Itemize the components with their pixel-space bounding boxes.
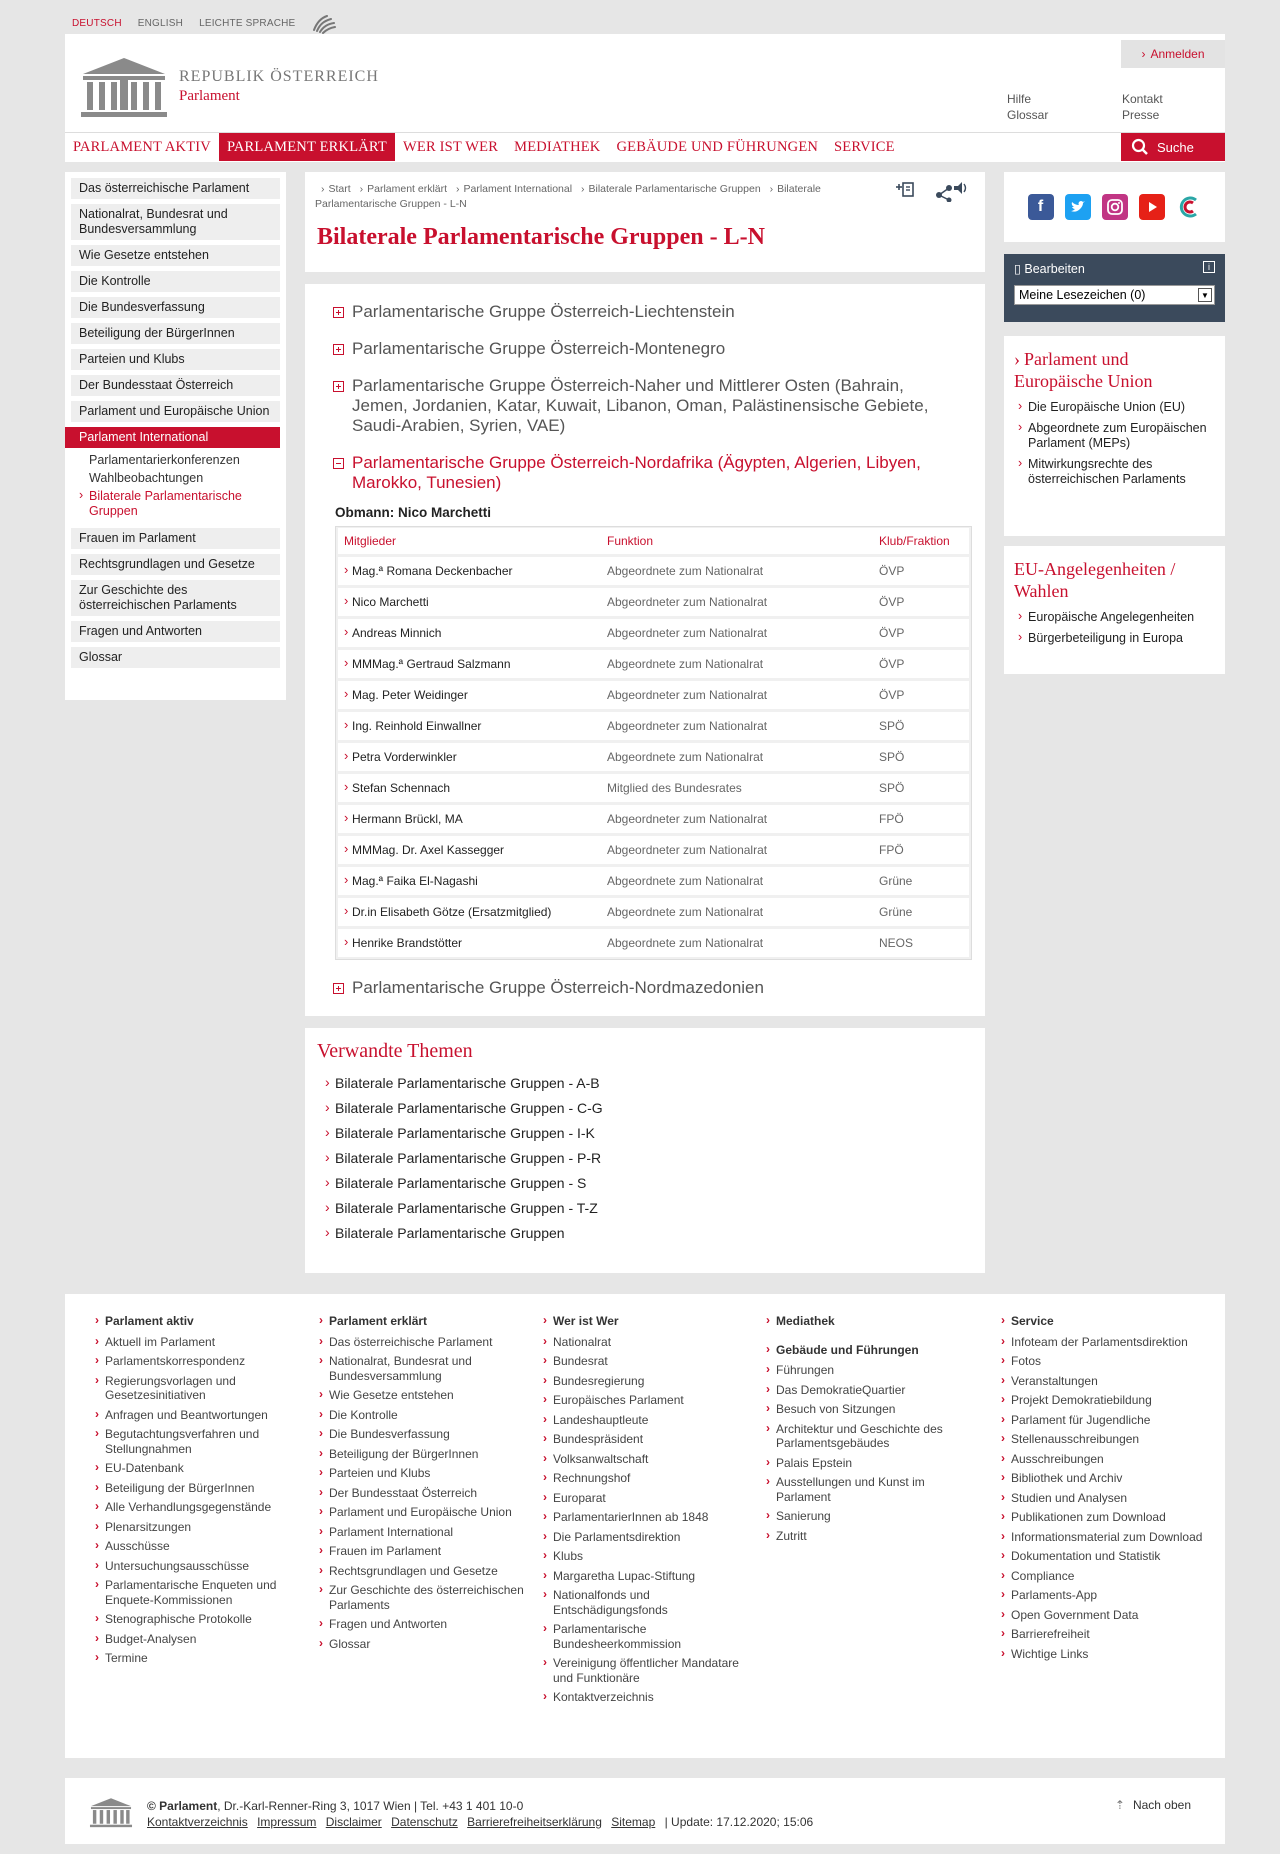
- member-name-link[interactable]: › Mag.ª Romana Deckenbacher: [338, 564, 607, 578]
- footer-sitemap-link[interactable]: › Bibliothek und Archiv: [999, 1471, 1209, 1486]
- footer-sitemap-link[interactable]: › Die Parlamentsdirektion: [541, 1530, 751, 1545]
- footer-sitemap-link[interactable]: › Open Government Data: [999, 1608, 1209, 1623]
- footer-sitemap-link[interactable]: › Parlamentskorrespondenz: [93, 1354, 303, 1369]
- sidebar-item[interactable]: Wie Gesetze entstehen: [71, 245, 280, 266]
- footer-sitemap-link[interactable]: › Vereinigung öffentlicher Mandatare und Funktionäre: [541, 1656, 751, 1685]
- back-to-top-link[interactable]: [1115, 1798, 1191, 1812]
- footer-sitemap-link[interactable]: › Infoteam der Parlamentsdirektion: [999, 1335, 1209, 1350]
- footer-col-service: [999, 1314, 1209, 1666]
- search-label: Suche: [1157, 139, 1194, 155]
- breadcrumb-item[interactable]: Bilaterale Parlamentarische Gruppen: [588, 183, 761, 195]
- sidebar-item[interactable]: Rechtsgrundlagen und Gesetze: [71, 554, 280, 575]
- member-club: ÖVP: [879, 657, 905, 671]
- footer-heading-link[interactable]: › Mediathek: [764, 1314, 974, 1329]
- footer-sitemap-link[interactable]: › Dokumentation und Statistik: [999, 1549, 1209, 1564]
- footer-col-mediathek: [764, 1314, 974, 1548]
- footer-sitemap-link[interactable]: › Führungen: [764, 1363, 974, 1378]
- footer-sitemap-link[interactable]: › Besuch von Sitzungen: [764, 1402, 974, 1417]
- footer-sitemap-link[interactable]: › Ausschreibungen: [999, 1452, 1209, 1467]
- footer-link[interactable]: Disclaimer: [325, 1815, 382, 1829]
- footer-link[interactable]: Impressum: [257, 1815, 317, 1829]
- footer-sitemap-link[interactable]: › Nationalrat: [541, 1335, 751, 1350]
- footer-sitemap-link[interactable]: › Aktuell im Parlament: [93, 1335, 303, 1350]
- edit-title: ▯ Bearbeiten: [1014, 262, 1085, 276]
- breadcrumb-item[interactable]: Parlament International: [463, 183, 573, 195]
- chevron-right-icon: ›: [1141, 47, 1146, 61]
- press-link[interactable]: Presse: [1122, 108, 1160, 122]
- nav-parlament-aktiv[interactable]: PARLAMENT AKTIV: [73, 138, 211, 155]
- footer-sitemap-link[interactable]: › Nationalrat, Bundesrat und Bundesversammlung: [317, 1354, 527, 1383]
- footer-sitemap-link[interactable]: › Wie Gesetze entstehen: [317, 1388, 527, 1403]
- member-club: SPÖ: [879, 719, 905, 733]
- sidebar-subitem[interactable]: Wahlbeobachtungen: [89, 471, 204, 485]
- accordion-item[interactable]: [333, 302, 963, 322]
- footer-heading-link[interactable]: › Parlament erklärt: [317, 1314, 527, 1329]
- title-card: [305, 172, 985, 272]
- footer-col-parlament-erklaert: [317, 1314, 527, 1656]
- sidebar-subnav: [71, 453, 280, 528]
- nav-service[interactable]: SERVICE: [834, 138, 895, 155]
- section-sidebar: [65, 172, 286, 700]
- member-function: Abgeordneter zum Nationalrat: [607, 843, 768, 857]
- footer-sitemap-link[interactable]: › Veranstaltungen: [999, 1374, 1209, 1389]
- search-icon: [1131, 138, 1149, 156]
- footer-heading-link[interactable]: › Gebäude und Führungen: [764, 1343, 974, 1358]
- member-name-link[interactable]: › MMMag. Dr. Axel Kassegger: [338, 843, 607, 857]
- footer-heading-link[interactable]: › Wer ist Wer: [541, 1314, 751, 1329]
- accordion-title: Parlamentarische Gruppe Österreich-Liechtenstein: [352, 302, 735, 321]
- column-header-club: Klub/Fraktion: [879, 534, 950, 548]
- table-row: [338, 681, 969, 709]
- footer-sitemap-link[interactable]: › Klubs: [541, 1549, 751, 1564]
- footer-sitemap-link[interactable]: › Nationalfonds und Entschädigungsfonds: [541, 1588, 751, 1617]
- login-label: Anmelden: [1150, 47, 1205, 61]
- footer-sitemap-link[interactable]: › ParlamentarierInnen ab 1848: [541, 1510, 751, 1525]
- related-link[interactable]: › Bilaterale Parlamentarische Gruppen - A-B: [317, 1075, 973, 1092]
- edit-panel: [1004, 254, 1225, 322]
- footer-heading-link[interactable]: › Service: [999, 1314, 1209, 1329]
- footer-sitemap-link[interactable]: › Begutachtungsverfahren und Stellungnahmen: [93, 1427, 303, 1456]
- footer-sitemap-link[interactable]: › Landeshauptleute: [541, 1413, 751, 1428]
- footer-sitemap-link[interactable]: › Anfragen und Beantwortungen: [93, 1408, 303, 1423]
- footer-sitemap-link[interactable]: › Parlaments-App: [999, 1588, 1209, 1603]
- related-link[interactable]: › Bilaterale Parlamentarische Gruppen - P-R: [317, 1150, 973, 1167]
- sidebar-item[interactable]: Zur Geschichte des österreichischen Parlaments: [71, 580, 280, 616]
- accordion-item[interactable]: [333, 339, 963, 359]
- member-function: Abgeordnete zum Nationalrat: [607, 657, 764, 671]
- footer-sitemap-link[interactable]: › Fragen und Antworten: [317, 1617, 527, 1632]
- footer-sitemap-link[interactable]: › Parlament International: [317, 1525, 527, 1540]
- member-club: SPÖ: [879, 750, 905, 764]
- related-link[interactable]: › Bilaterale Parlamentarische Gruppen - S: [317, 1175, 973, 1192]
- footer-sitemap-link[interactable]: › Untersuchungsausschüsse: [93, 1559, 303, 1574]
- footer-link[interactable]: Datenschutz: [391, 1815, 458, 1829]
- page-title: Bilaterale Parlamentarische Gruppen - L-N: [317, 224, 765, 250]
- footer-sitemap-link[interactable]: › Bundesrat: [541, 1354, 751, 1369]
- expand-plus-icon: [333, 344, 344, 355]
- member-function: Abgeordnete zum Nationalrat: [607, 750, 764, 764]
- member-name-link[interactable]: › Petra Vorderwinkler: [338, 750, 607, 764]
- bottom-bar: [65, 1778, 1225, 1844]
- member-club: FPÖ: [879, 812, 904, 826]
- footer-address: , Dr.-Karl-Renner-Ring 3, 1017 Wien | Tel. +43 1 401 10-0: [217, 1799, 524, 1813]
- logo-title: REPUBLIK ÖSTERREICH: [179, 67, 379, 85]
- footer-info: [147, 1798, 813, 1830]
- member-function: Abgeordneter zum Nationalrat: [607, 595, 768, 609]
- help-link[interactable]: Hilfe: [1007, 92, 1032, 106]
- arrow-up-icon: ⇡: [1114, 1798, 1125, 1812]
- meta-links-left: [1007, 91, 1048, 123]
- footer-sitemap-link[interactable]: › Parlament und Europäische Union: [317, 1505, 527, 1520]
- sidebar-item[interactable]: Fragen und Antworten: [71, 621, 280, 642]
- footer-sitemap-link[interactable]: › Budget-Analysen: [93, 1632, 303, 1647]
- footer-sitemap-link[interactable]: › Wichtige Links: [999, 1647, 1209, 1662]
- expand-plus-icon: [333, 381, 344, 392]
- member-club: ÖVP: [879, 564, 905, 578]
- lang-de-link[interactable]: DEUTSCH: [72, 17, 122, 29]
- footer-sitemap-link[interactable]: › Fotos: [999, 1354, 1209, 1369]
- member-club: SPÖ: [879, 781, 905, 795]
- member-function: Abgeordnete zum Nationalrat: [607, 936, 764, 950]
- table-row: [338, 743, 969, 771]
- share-read-aloud-icon[interactable]: [935, 180, 969, 202]
- member-function: Abgeordnete zum Nationalrat: [607, 905, 764, 919]
- youtube-icon[interactable]: [1139, 194, 1165, 220]
- info-icon[interactable]: i: [1203, 261, 1215, 273]
- footer-update: | Update: 17.12.2020; 15:06: [664, 1815, 814, 1829]
- member-function: Abgeordnete zum Nationalrat: [607, 564, 764, 578]
- footer-sitemap-link[interactable]: › Glossar: [317, 1637, 527, 1652]
- footer-sitemap-link[interactable]: › Alle Verhandlungsgegenstände: [93, 1500, 303, 1515]
- footer-sitemap-link[interactable]: › Die Bundesverfassung: [317, 1427, 527, 1442]
- members-table: [335, 526, 972, 960]
- nav-wer-ist-wer[interactable]: WER IST WER: [403, 138, 499, 155]
- footer-sitemap-link[interactable]: › Parlament für Jugendliche: [999, 1413, 1209, 1428]
- contact-link[interactable]: Kontakt: [1122, 92, 1163, 106]
- parliament-small-logo-icon: [89, 1796, 133, 1828]
- eu-affairs-link[interactable]: › Bürgerbeteiligung in Europa: [1014, 631, 1215, 646]
- footer-sitemap-link[interactable]: › Europäisches Parlament: [541, 1393, 751, 1408]
- member-function: Abgeordneter zum Nationalrat: [607, 688, 768, 702]
- accordion-item[interactable]: [333, 376, 963, 436]
- collapse-minus-icon: [333, 458, 344, 469]
- footer-link[interactable]: Kontaktverzeichnis: [147, 1815, 248, 1829]
- footer-sitemap-link[interactable]: › Informationsmaterial zum Download: [999, 1530, 1209, 1545]
- member-name-link[interactable]: › Nico Marchetti: [338, 595, 607, 609]
- instagram-icon[interactable]: [1102, 194, 1128, 220]
- sidebar-item[interactable]: Parlament und Europäische Union: [71, 401, 280, 422]
- footer-sitemap-link[interactable]: › Parlamentarische Bundesheerkommission: [541, 1622, 751, 1651]
- footer-sitemap-link[interactable]: › Compliance: [999, 1569, 1209, 1584]
- footer-sitemap-link[interactable]: › Ausschüsse: [93, 1539, 303, 1554]
- footer-sitemap-link[interactable]: › Architektur und Geschichte des Parlamentsgebäudes: [764, 1422, 974, 1451]
- related-topics: [305, 1028, 985, 1273]
- footer-sitemap-link[interactable]: › Stenographische Protokolle: [93, 1612, 303, 1627]
- accordion-title: Parlamentarische Gruppe Österreich-Nordmazedonien: [352, 978, 764, 997]
- table-row: [338, 898, 969, 926]
- footer-sitemap-link[interactable]: › Rechtsgrundlagen und Gesetze: [317, 1564, 527, 1579]
- related-link[interactable]: › Bilaterale Parlamentarische Gruppen - I-K: [317, 1125, 973, 1142]
- footer-sitemap-link[interactable]: › Margaretha Lupac-Stiftung: [541, 1569, 751, 1584]
- bookmarks-select[interactable]: [1014, 285, 1215, 305]
- footer-sitemap-link[interactable]: › Bundespräsident: [541, 1432, 751, 1447]
- sidebar-item[interactable]: Nationalrat, Bundesrat und Bundesversammlung: [71, 204, 280, 240]
- eu-box-link[interactable]: › Abgeordnete zum Europäischen Parlament (MEPs): [1014, 421, 1215, 451]
- logo-subtitle: Parlament: [179, 87, 240, 104]
- sidebar-item[interactable]: Das österreichische Parlament: [71, 178, 280, 199]
- accordion-title: Parlamentarische Gruppe Österreich-Montenegro: [352, 339, 726, 358]
- site-header: [65, 34, 1225, 162]
- member-name-link[interactable]: › MMMag.ª Gertraud Salzmann: [338, 657, 607, 671]
- eu-affairs-link[interactable]: › Europäische Angelegenheiten: [1014, 610, 1215, 625]
- footer-sitemap-link[interactable]: › Ausstellungen und Kunst im Parlament: [764, 1475, 974, 1504]
- nav-gebaeude[interactable]: GEBÄUDE UND FÜHRUNGEN: [616, 138, 819, 155]
- footer-link[interactable]: Barrierefreiheitserklärung: [467, 1815, 602, 1829]
- main-navigation: [65, 132, 1225, 161]
- twitter-icon[interactable]: [1065, 194, 1091, 220]
- member-club: ÖVP: [879, 688, 905, 702]
- related-link[interactable]: › Bilaterale Parlamentarische Gruppen - T-Z: [317, 1200, 973, 1217]
- search-button[interactable]: [1121, 133, 1225, 161]
- member-name-link[interactable]: › Dr.in Elisabeth Götze (Ersatzmitglied): [338, 905, 607, 919]
- accordion-title: Parlamentarische Gruppe Österreich-Nordafrika (Ägypten, Algerien, Libyen, Marokko, Tunesien): [352, 453, 921, 492]
- member-function: Abgeordnete zum Nationalrat: [607, 874, 764, 888]
- table-row: [338, 650, 969, 678]
- content-card: [305, 284, 985, 1016]
- bookmark-add-icon[interactable]: [895, 180, 917, 198]
- accordion-item[interactable]: [333, 978, 963, 998]
- table-row: [338, 774, 969, 802]
- eu-box-link[interactable]: › Die Europäische Union (EU): [1014, 400, 1215, 415]
- lang-en-link[interactable]: ENGLISH: [137, 17, 184, 29]
- footer-sitemap-link[interactable]: › Die Kontrolle: [317, 1408, 527, 1423]
- eu-affairs-box: [1004, 546, 1225, 674]
- sidebar-item[interactable]: Frauen im Parlament: [71, 528, 280, 549]
- parliament-logo[interactable]: [79, 54, 379, 118]
- back-to-top-label: Nach oben: [1132, 1798, 1191, 1812]
- sidebar-subitem[interactable]: Parlamentarierkonferenzen: [89, 453, 240, 467]
- footer-sitemap-link[interactable]: › Das österreichische Parlament: [317, 1335, 527, 1350]
- member-name-link[interactable]: › Andreas Minnich: [338, 626, 607, 640]
- member-club: Grüne: [879, 905, 913, 919]
- group-chair: Obmann: Nico Marchetti: [335, 505, 492, 520]
- parliament-building-icon: [79, 54, 169, 118]
- footer-sitemap-link[interactable]: › Palais Epstein: [764, 1456, 974, 1471]
- language-bar: [72, 12, 337, 34]
- footer-sitemap-link[interactable]: › Zur Geschichte des österreichischen Parlaments: [317, 1583, 527, 1612]
- footer-sitemap-link[interactable]: › Barrierefreiheit: [999, 1627, 1209, 1642]
- footer-sitemap-link[interactable]: › Frauen im Parlament: [317, 1544, 527, 1559]
- bookmarks-select-value: Meine Lesezeichen (0): [1019, 288, 1146, 302]
- sidebar-subitem-current[interactable]: › Bilaterale Parlamentarische Gruppen: [89, 489, 280, 519]
- table-row: [338, 557, 969, 585]
- sidebar-item[interactable]: Der Bundesstaat Österreich: [71, 375, 280, 396]
- related-link[interactable]: › Bilaterale Parlamentarische Gruppen: [317, 1225, 973, 1242]
- member-function: Abgeordneter zum Nationalrat: [607, 719, 768, 733]
- sign-language-icon[interactable]: [311, 12, 337, 34]
- member-name-link[interactable]: › Mag.ª Faika El-Nagashi: [338, 874, 607, 888]
- member-name-link[interactable]: › Hermann Brückl, MA: [338, 812, 607, 826]
- member-function: Abgeordneter zum Nationalrat: [607, 626, 768, 640]
- eu-affairs-title: EU-Angelegenheiten / Wahlen: [1014, 559, 1176, 601]
- footer-sitemap-link[interactable]: › EU-Datenbank: [93, 1461, 303, 1476]
- member-function: Abgeordneter zum Nationalrat: [607, 812, 768, 826]
- footer-sitemap-link[interactable]: › Volksanwaltschaft: [541, 1452, 751, 1467]
- member-club: NEOS: [879, 936, 914, 950]
- footer-col-wer-ist-wer: [541, 1314, 751, 1710]
- accordion-item-open[interactable]: [333, 453, 963, 493]
- related-title: Verwandte Themen: [317, 1040, 473, 1062]
- footer-sitemap-link[interactable]: › Kontaktverzeichnis: [541, 1690, 751, 1705]
- footer-heading-link[interactable]: › Parlament aktiv: [93, 1314, 303, 1329]
- member-club: ÖVP: [879, 626, 905, 640]
- sidebar-item[interactable]: Parteien und Klubs: [71, 349, 280, 370]
- table-row: [338, 805, 969, 833]
- footer-sitemap-link[interactable]: › Plenarsitzungen: [93, 1520, 303, 1535]
- sidebar-item-active[interactable]: Parlament International: [65, 427, 280, 448]
- column-header-function: Funktion: [607, 534, 654, 548]
- table-header: [338, 528, 969, 554]
- column-header-members: Mitglieder: [344, 534, 397, 548]
- footer-sitemap-link[interactable]: › Der Bundesstaat Österreich: [317, 1486, 527, 1501]
- member-name-link[interactable]: › Ing. Reinhold Einwallner: [338, 719, 607, 733]
- footer-sitemap-link[interactable]: › Parteien und Klubs: [317, 1466, 527, 1481]
- expand-plus-icon: [333, 983, 344, 994]
- breadcrumb: › Start › Parlament erklärt › Parlament International › Bilaterale Parlamentarische Gruppen › Bilaterale Parlamentarische Gruppen - L-N: [315, 183, 821, 210]
- table-row: [338, 929, 969, 957]
- footer-sitemap-link[interactable]: › Beteiligung der BürgerInnen: [93, 1481, 303, 1496]
- member-club: Grüne: [879, 874, 913, 888]
- footer-sitemap-link[interactable]: › Regierungsvorlagen und Gesetzesinitiativen: [93, 1374, 303, 1403]
- table-row: [338, 588, 969, 616]
- breadcrumb-item[interactable]: Start: [328, 183, 351, 195]
- bookmark-icon: ▯: [1014, 262, 1025, 276]
- footer-sitemap-link[interactable]: › Publikationen zum Download: [999, 1510, 1209, 1525]
- footer-sitemap-link[interactable]: › Zutritt: [764, 1529, 974, 1544]
- member-club: FPÖ: [879, 843, 904, 857]
- member-name-link[interactable]: › Stefan Schennach: [338, 781, 607, 795]
- footer-sitemap-link[interactable]: › Termine: [93, 1651, 303, 1666]
- footer-sitemap-link[interactable]: › Sanierung: [764, 1509, 974, 1524]
- table-row: [338, 619, 969, 647]
- lang-easy-link[interactable]: LEICHTE SPRACHE: [199, 17, 296, 29]
- meta-links-right: [1122, 91, 1163, 123]
- footer-sitemap-link[interactable]: › Beteiligung der BürgerInnen: [317, 1447, 527, 1462]
- table-row: [338, 867, 969, 895]
- footer-col-parlament-aktiv: [93, 1314, 303, 1671]
- footer-sitemap-link[interactable]: › Europarat: [541, 1491, 751, 1506]
- footer-sitemap-link[interactable]: › Parlamentarische Enqueten und Enquete-Kommissionen: [93, 1578, 303, 1607]
- member-club: ÖVP: [879, 595, 905, 609]
- sidebar-item[interactable]: Die Kontrolle: [71, 271, 280, 292]
- related-link[interactable]: › Bilaterale Parlamentarische Gruppen - C-G: [317, 1100, 973, 1117]
- glossary-link[interactable]: Glossar: [1007, 108, 1049, 122]
- member-function: Mitglied des Bundesrates: [607, 781, 742, 795]
- eu-box-title[interactable]: › Parlament und Europäische Union: [1014, 349, 1153, 391]
- table-row: [338, 712, 969, 740]
- accordion-title: Parlamentarische Gruppe Österreich-Naher und Mittlerer Osten (Bahrain, Jemen, Jordanien, Katar, Kuwait, Libanon, Oman, Palästinensische Gebiete, Saudi-Arabien, Syrien, VAE): [352, 376, 929, 435]
- member-name-link[interactable]: › Mag. Peter Weidinger: [338, 688, 607, 702]
- footer-copyright: © Parlament: [147, 1799, 218, 1813]
- sidebar-item[interactable]: Glossar: [71, 647, 280, 668]
- member-name-link[interactable]: › Henrike Brandstötter: [338, 936, 607, 950]
- eu-box-link[interactable]: › Mitwirkungsrechte des österreichischen Parlaments: [1014, 457, 1215, 487]
- sidebar-item[interactable]: Die Bundesverfassung: [71, 297, 280, 318]
- social-links: [1004, 172, 1225, 242]
- sidebar-item[interactable]: Beteiligung der BürgerInnen: [71, 323, 280, 344]
- nav-parlament-erklaert[interactable]: PARLAMENT ERKLÄRT: [219, 133, 395, 161]
- footer-sitemap-link[interactable]: › Stellenausschreibungen: [999, 1432, 1209, 1447]
- breadcrumb-item[interactable]: Parlament erklärt: [367, 183, 448, 195]
- eu-box: [1004, 336, 1225, 536]
- nav-mediathek[interactable]: MEDIATHEK: [514, 138, 601, 155]
- footer-sitemap-link[interactable]: › Rechnungshof: [541, 1471, 751, 1486]
- footer-sitemap: [65, 1294, 1225, 1758]
- login-button[interactable]: [1121, 40, 1225, 68]
- footer-sitemap-link[interactable]: › Das DemokratieQuartier: [764, 1383, 974, 1398]
- table-row: [338, 836, 969, 864]
- dropdown-arrow-icon: ▼: [1198, 288, 1212, 302]
- page-tools: [895, 180, 969, 202]
- footer-sitemap-link[interactable]: › Studien und Analysen: [999, 1491, 1209, 1506]
- breadcrumb-current: Bilaterale Parlamentarische Gruppen - L-N: [315, 183, 821, 210]
- facebook-icon[interactable]: f: [1028, 194, 1054, 220]
- footer-sitemap-link[interactable]: › Bundesregierung: [541, 1374, 751, 1389]
- footer-link[interactable]: Sitemap: [611, 1815, 656, 1829]
- expand-plus-icon: [333, 307, 344, 318]
- footer-sitemap-link[interactable]: › Projekt Demokratiebildung: [999, 1393, 1209, 1408]
- demokratie-webstatt-icon[interactable]: [1176, 194, 1202, 220]
